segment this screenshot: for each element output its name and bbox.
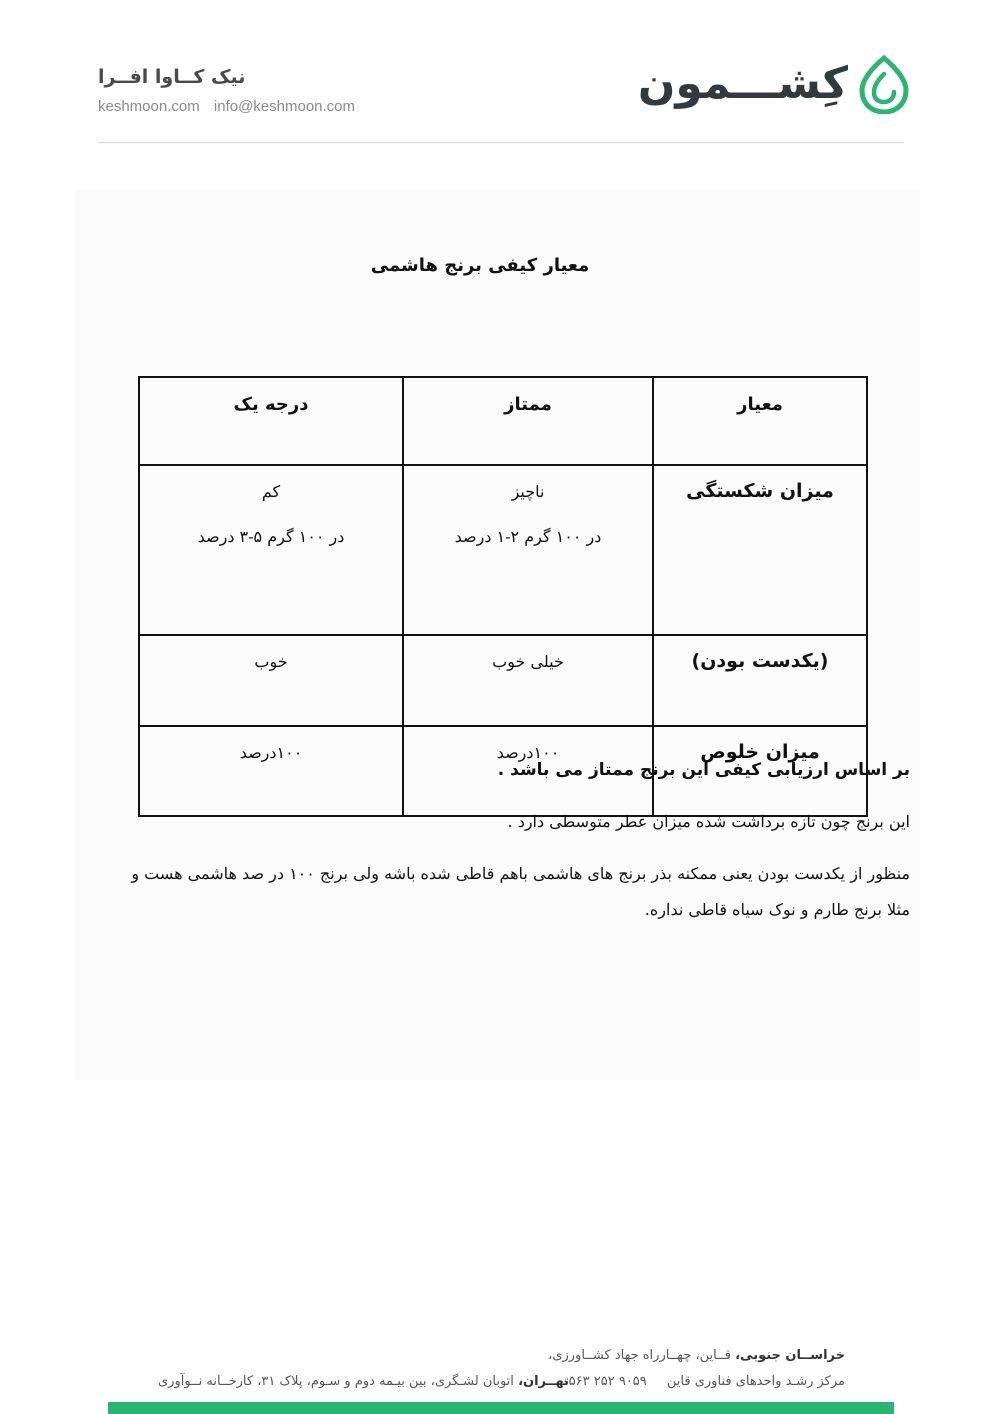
footer-address-tehran — [158, 1374, 569, 1389]
header-divider — [98, 142, 904, 143]
uniformity-grade1-cell: خوب — [139, 635, 403, 726]
footer-address-center — [548, 1374, 845, 1389]
footer-accent-bar — [108, 1402, 894, 1414]
breakage-grade1-detail: در ۱۰۰ گرم ۵-۳ درصد — [197, 527, 345, 546]
footer-phone[interactable]: ۰۵۶۳ ۲۵۲ ۹۰۵۹ — [561, 1374, 647, 1389]
footer-address-line1: قــاین، چهــارراه جهاد کشــاورزی، — [548, 1348, 731, 1363]
footer-address-line3: اتوبان لشـگری، بین بیـمه دوم و سـوم، پلاک ۳۱، کارخــانه نــوآوری — [158, 1374, 514, 1389]
document-title: معیار کیفی برنج هاشمی — [370, 255, 590, 276]
header-grade1: درجه یک — [139, 377, 403, 465]
breakage-grade1-level: کم — [261, 482, 281, 501]
aroma-paragraph: این برنج چون تازه برداشت شده میزان عطر متوسطی دارد . — [507, 812, 910, 831]
contact-info — [98, 98, 355, 115]
header-excellent: ممتاز — [403, 377, 653, 465]
logo-text: کِشـــمون — [637, 58, 848, 109]
uniformity-excellent-cell: خیلی خوب — [403, 635, 653, 726]
table-row — [139, 635, 867, 726]
breakage-excellent-detail: در ۱۰۰ گرم ۲-۱ درصد — [454, 527, 602, 546]
conclusion-paragraph: بر اساس ارزیابی کیفی این برنج ممتاز می باشد . — [497, 760, 910, 780]
criterion-breakage: میزان شکستگی — [653, 465, 867, 635]
purity-grade1-cell: ۱۰۰درصد — [139, 726, 403, 816]
table-header-row — [139, 377, 867, 465]
criterion-purity: میزان خلوص — [653, 726, 867, 816]
footer-address-line2: مرکز رشـد واحدهای فناوری قاین — [666, 1374, 845, 1389]
table-row — [139, 465, 867, 635]
email-link[interactable]: info@keshmoon.com — [213, 98, 356, 115]
purity-excellent-cell: ۱۰۰درصد — [403, 726, 653, 816]
breakage-excellent-cell — [403, 465, 653, 635]
header-criterion: معیار — [653, 377, 867, 465]
leaf-drop-icon — [858, 54, 910, 114]
breakage-grade1-cell — [139, 465, 403, 635]
footer-address-qaen — [548, 1348, 845, 1363]
footer-city: تهــران، — [518, 1374, 569, 1389]
criterion-uniformity: (یکدست بودن) — [653, 635, 867, 726]
logo — [637, 50, 910, 120]
uniformity-paragraph: منظور از یکدست بودن یعنی ممکنه بذر برنج های هاشمی باهم قاطی شده باشه ولی برنج ۱۰۰ در صد هاشمی هست و مثلا برنج طارم و نوک سیاه قاطی نداره. — [131, 864, 910, 919]
breakage-excellent-level: ناچیز — [511, 482, 545, 501]
quality-criteria-table — [138, 376, 868, 817]
company-name: نیک کــاوا افــرا — [98, 66, 246, 88]
footer-region: خراســان جنوبی، — [735, 1348, 845, 1363]
website-link[interactable]: keshmoon.com — [98, 98, 200, 115]
